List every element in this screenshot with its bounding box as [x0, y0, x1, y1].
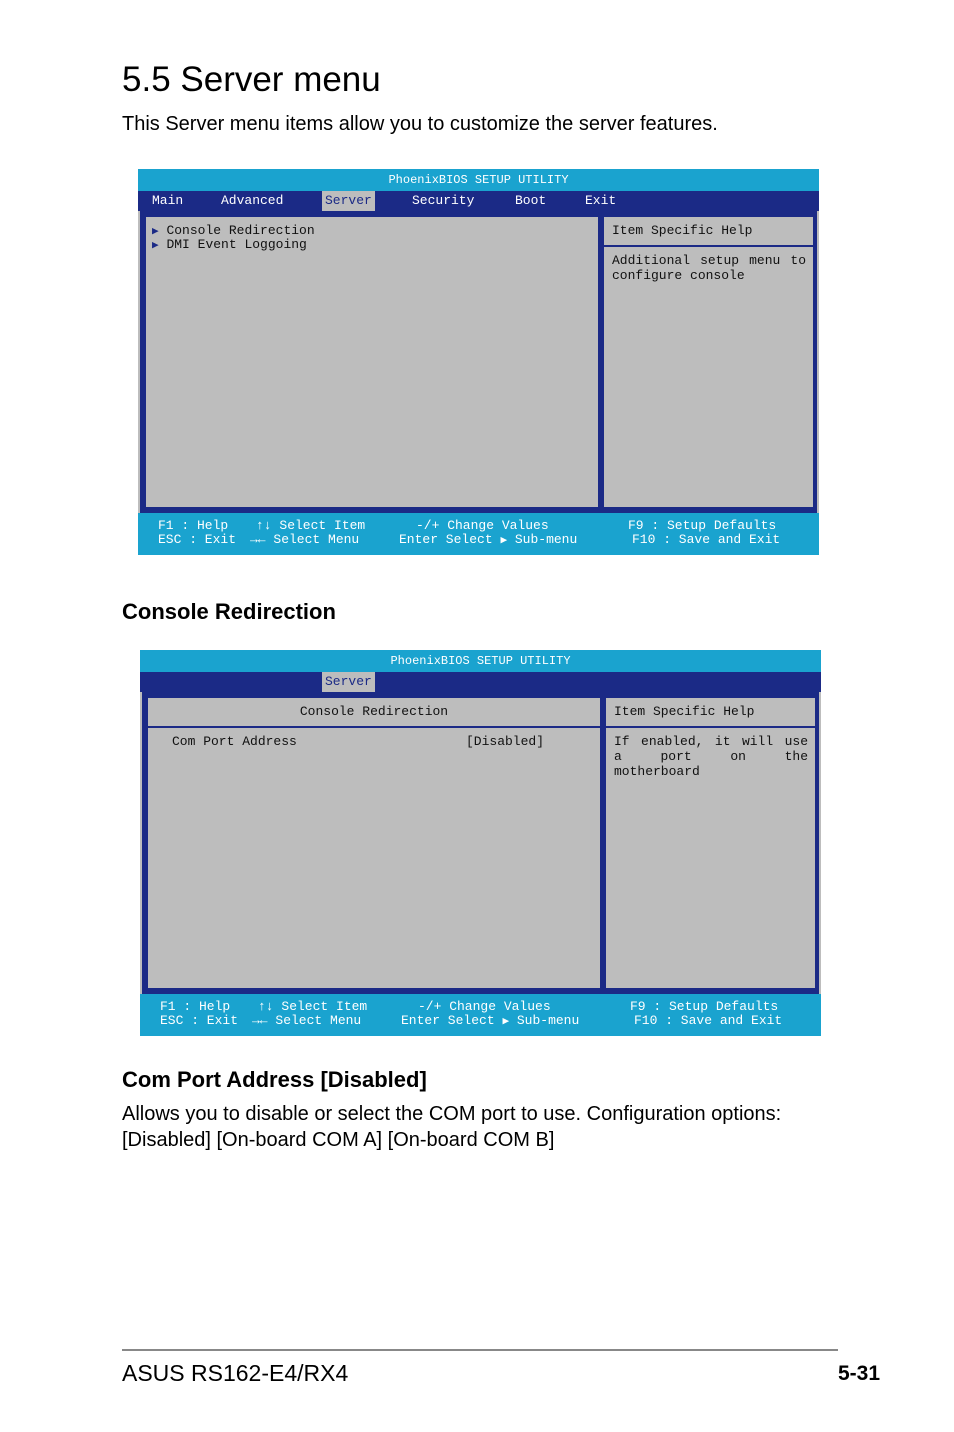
key-f9: F9 : Setup Defaults — [628, 518, 777, 533]
bios-title: PhoenixBIOS SETUP UTILITY — [140, 650, 821, 672]
help-title: Item Specific Help — [604, 217, 813, 247]
key-f1: F1 : Help — [158, 518, 229, 533]
help-text: Additional setup menu to configure console — [612, 253, 806, 283]
menu-item-dmi-event-logging[interactable]: ▶ DMI Event Loggoing — [152, 237, 307, 252]
bios-main-panel — [146, 696, 602, 990]
com-port-address-label: Com Port Address — [172, 734, 297, 749]
key-enter: Enter Select ▶ Sub-menu — [399, 532, 578, 547]
key-f1: F1 : Help — [160, 999, 231, 1014]
help-title: Item Specific Help — [606, 698, 815, 728]
intro-text: This Server menu items allow you to customize the server features. — [122, 113, 718, 135]
help-text: If enabled, it will use a port on the motherboard — [614, 734, 808, 779]
submenu-arrow-icon: ▶ — [502, 1016, 510, 1028]
section-heading-console-redirection: Console Redirection — [122, 599, 336, 624]
footer-divider — [122, 1349, 838, 1351]
key-leftright: →← Select Menu — [250, 532, 360, 547]
key-f10: F10 : Save and Exit — [634, 1013, 783, 1028]
menu-exit[interactable]: Exit — [585, 193, 617, 208]
menu-advanced[interactable]: Advanced — [221, 193, 284, 208]
bios-screen-console-redirection — [140, 650, 821, 1036]
footer-product-name: ASUS RS162-E4/RX4 — [122, 1360, 349, 1386]
submenu-arrow-icon: ▶ — [500, 535, 508, 547]
submenu-arrow-icon: ▶ — [152, 240, 159, 252]
section-heading-com-port-address: Com Port Address [Disabled] — [122, 1067, 427, 1092]
menu-server[interactable]: Server — [322, 191, 375, 211]
key-leftright: →← Select Menu — [252, 1013, 362, 1028]
menu-boot[interactable]: Boot — [515, 193, 547, 208]
menu-security[interactable]: Security — [412, 193, 475, 208]
bios-main-panel — [144, 215, 600, 509]
key-change: -/+ Change Values — [416, 518, 549, 533]
panel-title: Console Redirection — [148, 698, 600, 728]
bios-help-panel — [604, 696, 817, 990]
bios-screen-server-menu — [138, 169, 819, 555]
key-f10: F10 : Save and Exit — [632, 532, 781, 547]
footer-page-number: 5-31 — [838, 1362, 881, 1385]
key-change: -/+ Change Values — [418, 999, 551, 1014]
bios-key-legend — [138, 513, 819, 555]
menu-item-console-redirection[interactable]: ▶ Console Redirection — [152, 223, 315, 238]
submenu-arrow-icon: ▶ — [152, 226, 159, 238]
key-esc: ESC : Exit — [158, 532, 237, 547]
com-port-description: Allows you to disable or select the COM port to use. Configuration options: [Disabled] [On-board COM A] [On-board COM B] — [122, 1103, 782, 1151]
com-port-address-value[interactable]: [Disabled] — [466, 734, 545, 749]
key-esc: ESC : Exit — [160, 1013, 239, 1028]
key-updown: ↑↓ Select Item — [256, 518, 366, 533]
key-f9: F9 : Setup Defaults — [630, 999, 779, 1014]
bios-help-panel — [602, 215, 815, 509]
bios-menu-bar — [138, 191, 819, 211]
bios-key-legend — [140, 994, 821, 1036]
key-enter: Enter Select ▶ Sub-menu — [401, 1013, 580, 1028]
bios-title: PhoenixBIOS SETUP UTILITY — [138, 169, 819, 191]
menu-main[interactable]: Main — [152, 193, 184, 208]
key-updown: ↑↓ Select Item — [258, 999, 368, 1014]
page-title: 5.5 Server menu — [122, 60, 381, 99]
bios-menu-bar — [140, 672, 821, 692]
menu-server[interactable]: Server — [322, 672, 375, 692]
